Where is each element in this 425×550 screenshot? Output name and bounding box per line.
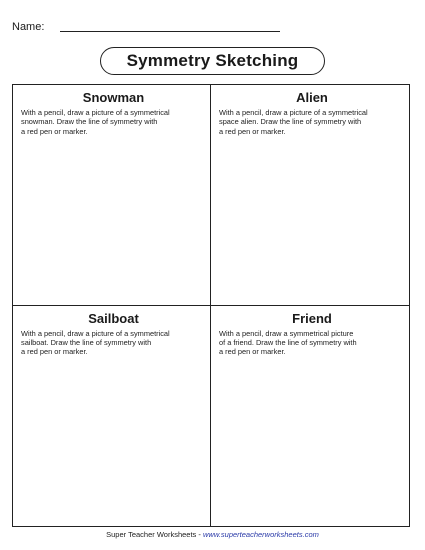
cell-title-friend: Friend: [292, 310, 332, 326]
cell-instructions-snowman: With a pencil, draw a picture of a symmetrical snowman. Draw the line of symmetry with a red pen or marker.: [21, 108, 170, 136]
cell-snowman[interactable]: [13, 85, 211, 306]
name-blank-line[interactable]: [60, 31, 280, 32]
footer-separator: -: [196, 530, 203, 539]
cell-sailboat[interactable]: [13, 306, 211, 527]
footer-site-name: Super Teacher Worksheets: [106, 530, 197, 539]
cell-instructions-sailboat: With a pencil, draw a picture of a symmetrical sailboat. Draw the line of symmetry with a red pen or marker.: [21, 328, 170, 357]
cell-alien[interactable]: [211, 85, 409, 306]
cell-title-snowman: Snowman: [82, 90, 145, 105]
cell-instructions-friend: With a pencil, draw a symmetrical picture of a friend. Draw the line of symmetry with a red pen or marker.: [219, 328, 357, 357]
drawing-grid: [12, 84, 410, 527]
worksheet-title: Symmetry Sketching: [126, 51, 299, 70]
cell-instructions-alien: With a pencil, draw a picture of a symmetrical space alien. Draw the line of symmetry with a red pen or marker.: [219, 108, 368, 136]
worksheet-title-box: [100, 47, 325, 75]
footer-url-link[interactable]: www.superteacherworksheets.com: [202, 530, 319, 539]
name-label: Name:: [12, 21, 45, 33]
name-row: [12, 20, 282, 34]
cell-title-sailboat: Sailboat: [88, 310, 139, 326]
page-footer: [0, 530, 425, 540]
cell-friend[interactable]: [211, 306, 409, 527]
cell-title-alien: Alien: [296, 90, 328, 105]
